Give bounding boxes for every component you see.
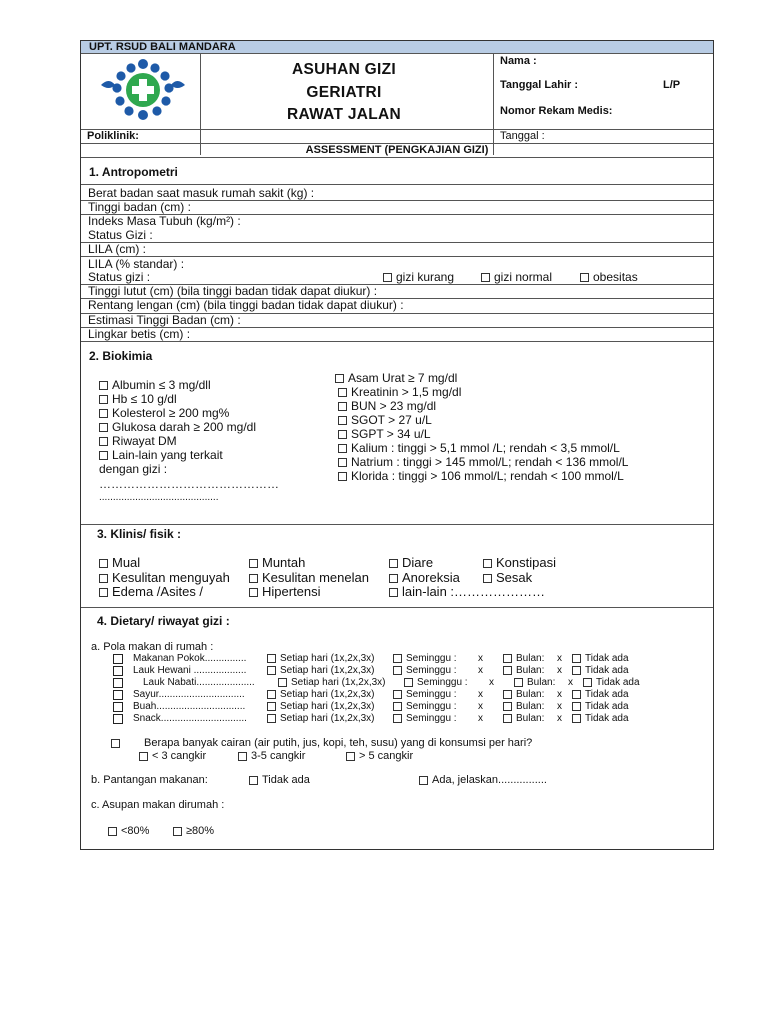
biokimia-left-item[interactable]: Albumin ≤ 3 mg/dll: [99, 378, 211, 392]
checkbox-icon: [338, 416, 347, 425]
frequency-option: x: [489, 677, 494, 688]
frequency-option: x: [478, 665, 483, 676]
antropometri-row: Tinggi badan (cm) :: [88, 200, 191, 214]
frequency-option[interactable]: Seminggu :: [404, 677, 468, 688]
checkbox-icon: [173, 827, 182, 836]
checkbox-icon: [393, 702, 402, 711]
frequency-option: x: [557, 701, 562, 712]
klinis-item[interactable]: Kesulitan menguyah: [99, 570, 230, 585]
frequency-option[interactable]: Bulan:: [514, 677, 555, 688]
checkbox-icon: [580, 273, 589, 282]
checkbox-icon: [99, 588, 108, 597]
food-row: [81, 701, 713, 713]
checkbox-icon: [346, 752, 355, 761]
frequency-option[interactable]: Tidak ada: [572, 653, 629, 664]
frequency-option[interactable]: Setiap hari (1x,2x,3x): [267, 713, 375, 724]
checkbox-icon[interactable]: [113, 690, 123, 700]
checkbox-icon: [503, 714, 512, 723]
biokimia-right-item[interactable]: SGPT > 34 u/L: [338, 427, 431, 441]
checkbox-icon: [267, 654, 276, 663]
biokimia-left-item[interactable]: Kolesterol ≥ 200 mg%: [99, 406, 229, 420]
checkbox-icon: [389, 588, 398, 597]
frequency-option: x: [478, 701, 483, 712]
food-label: Makanan Pokok...............: [133, 653, 247, 664]
antropometri-row: Rentang lengan (cm) (bila tinggi badan tidak dapat diukur) :: [88, 298, 404, 312]
frequency-option: x: [557, 653, 562, 664]
checkbox-icon: [572, 654, 581, 663]
biokimia-dots: ………………………………………: [99, 477, 279, 491]
antropometri-row: Berat badan saat masuk rumah sakit (kg) :: [88, 186, 315, 200]
frequency-option[interactable]: Setiap hari (1x,2x,3x): [267, 653, 375, 664]
checkbox-icon: [514, 678, 523, 687]
checkbox-icon: [249, 574, 258, 583]
checkbox-icon: [139, 752, 148, 761]
status-option-obesitas[interactable]: obesitas: [580, 270, 638, 284]
food-row: [81, 689, 713, 701]
klinis-item[interactable]: Sesak: [483, 570, 532, 585]
klinis-item[interactable]: Muntah: [249, 555, 305, 570]
dietary-heading: 4. Dietary/ riwayat gizi :: [97, 614, 230, 628]
checkbox-icon: [503, 690, 512, 699]
frequency-option[interactable]: Bulan:: [503, 665, 544, 676]
checkbox-icon: [404, 678, 413, 687]
checkbox-icon[interactable]: [113, 666, 123, 676]
checkbox-icon: [99, 423, 108, 432]
checkbox-icon: [572, 714, 581, 723]
antropometri-row: Status Gizi :: [88, 228, 153, 242]
frequency-option: x: [568, 677, 573, 688]
frequency-option[interactable]: Tidak ada: [583, 677, 640, 688]
pantangan-tidak-ada[interactable]: Tidak ada: [249, 774, 310, 786]
checkbox-icon: [249, 588, 258, 597]
biokimia-left-item[interactable]: Lain-lain yang terkait: [99, 448, 223, 462]
form-sheet: [80, 40, 714, 850]
poliklinik-label: Poliklinik:: [87, 130, 139, 142]
checkbox-icon: [238, 752, 247, 761]
biokimia-heading: 2. Biokimia: [89, 349, 153, 363]
frequency-option: x: [478, 689, 483, 700]
checkbox-icon: [249, 776, 258, 785]
pantangan-label: b. Pantangan makanan:: [91, 774, 208, 786]
klinis-item[interactable]: Diare: [389, 555, 433, 570]
checkbox-icon: [393, 654, 402, 663]
klinis-item[interactable]: Mual: [99, 555, 140, 570]
antropometri-row: Estimasi Tinggi Badan (cm) :: [88, 313, 241, 327]
checkbox-icon: [99, 559, 108, 568]
checkbox-icon: [503, 666, 512, 675]
frequency-option[interactable]: Seminggu :: [393, 689, 457, 700]
checkbox-icon: [393, 690, 402, 699]
frequency-option: x: [557, 713, 562, 724]
checkbox-icon: [99, 451, 108, 460]
checkbox-icon: [338, 444, 347, 453]
antropometri-row: LILA (cm) :: [88, 242, 147, 256]
checkbox-icon: [267, 714, 276, 723]
checkbox-icon: [338, 388, 347, 397]
checkbox-icon: [419, 776, 428, 785]
checkbox-icon: [99, 409, 108, 418]
frequency-option: x: [478, 653, 483, 664]
asupan-option[interactable]: ≥80%: [173, 825, 214, 837]
form-title-line2: GERIATRI: [306, 84, 382, 101]
status-gizi-label: Status gizi :: [88, 270, 151, 284]
asupan-label: c. Asupan makan dirumah :: [91, 799, 225, 811]
biokimia-right-item[interactable]: Kreatinin > 1,5 mg/dl: [338, 385, 461, 399]
checkbox-icon: [393, 714, 402, 723]
checkbox-icon: [393, 666, 402, 675]
checkbox-icon: [99, 437, 108, 446]
checkbox-icon: [111, 739, 120, 748]
frequency-option[interactable]: Tidak ada: [572, 689, 629, 700]
food-row: [81, 665, 713, 677]
frequency-option[interactable]: Tidak ada: [572, 701, 629, 712]
pola-makan-label: a. Pola makan di rumah :: [91, 641, 214, 653]
tanggal-lahir-label: Tanggal Lahir :: [500, 79, 579, 91]
checkbox-icon: [572, 690, 581, 699]
dengan-gizi-label: dengan gizi :: [99, 462, 168, 476]
form-title-line1: ASUHAN GIZI: [291, 61, 397, 78]
assessment-title: ASSESSMENT (PENGKAJIAN GIZI): [305, 144, 489, 156]
klinis-item[interactable]: Anoreksia: [389, 570, 460, 585]
checkbox-icon: [572, 702, 581, 711]
food-row: [81, 677, 713, 689]
asupan-option[interactable]: <80%: [108, 825, 149, 837]
antropometri-row: Indeks Masa Tubuh (kg/m²) :: [88, 214, 241, 228]
status-option-kurang[interactable]: gizi kurang: [383, 270, 454, 284]
checkbox-icon[interactable]: [113, 714, 123, 724]
frequency-option[interactable]: Bulan:: [503, 689, 544, 700]
biokimia-dots: ...........................................: [99, 492, 219, 503]
food-label: Snack...............................: [133, 713, 247, 724]
klinis-item[interactable]: Kesulitan menelan: [249, 570, 369, 585]
checkbox-icon: [338, 430, 347, 439]
checkbox-icon: [338, 402, 347, 411]
form-title-line3: RAWAT JALAN: [286, 106, 402, 123]
biokimia-right-item[interactable]: Klorida : tinggi > 106 mmol/L; rendah < 100 mmol/L: [338, 469, 624, 483]
frequency-option[interactable]: Tidak ada: [572, 713, 629, 724]
checkbox-icon: [338, 458, 347, 467]
klinis-item[interactable]: Edema /Asites /: [99, 584, 203, 599]
food-row: [81, 713, 713, 725]
biokimia-right-item[interactable]: Kalium : tinggi > 5,1 mmol /L; rendah < 3,5 mmol/L: [338, 441, 620, 455]
klinis-heading: 3. Klinis/ fisik :: [97, 527, 182, 541]
checkbox-icon[interactable]: [113, 702, 123, 712]
antropometri-row: Lingkar betis (cm) :: [88, 327, 191, 341]
checkbox-icon: [99, 395, 108, 404]
frequency-option[interactable]: Setiap hari (1x,2x,3x): [267, 665, 375, 676]
nama-label: Nama :: [500, 55, 537, 67]
klinis-item[interactable]: lain-lain :…………………: [389, 584, 545, 599]
rekam-medis-label: Nomor Rekam Medis:: [500, 105, 613, 117]
biokimia-right-item[interactable]: SGOT > 27 u/L: [338, 413, 432, 427]
tanggal-label: Tanggal :: [500, 130, 545, 142]
checkbox-icon: [481, 273, 490, 282]
frequency-option[interactable]: Setiap hari (1x,2x,3x): [278, 677, 386, 688]
pantangan-ada[interactable]: Ada, jelaskan................: [419, 774, 547, 786]
food-row: [81, 653, 713, 665]
lp-label: L/P: [663, 79, 681, 91]
checkbox-icon: [267, 666, 276, 675]
checkbox-icon: [503, 702, 512, 711]
biokimia-left-item[interactable]: Glukosa darah ≥ 200 mg/dl: [99, 420, 256, 434]
klinis-item[interactable]: Konstipasi: [483, 555, 556, 570]
frequency-option: x: [557, 665, 562, 676]
cairan-question: Berapa banyak cairan (air putih, jus, kopi, teh, susu) yang di konsumsi per hari?: [111, 737, 532, 749]
checkbox-icon: [278, 678, 287, 687]
hospital-logo-icon: [95, 55, 191, 129]
checkbox-icon: [389, 574, 398, 583]
food-label: Sayur...............................: [133, 689, 245, 700]
checkbox-icon: [583, 678, 592, 687]
checkbox-icon: [383, 273, 392, 282]
frequency-option[interactable]: Seminggu :: [393, 653, 457, 664]
checkbox-icon: [99, 381, 108, 390]
frequency-option[interactable]: Setiap hari (1x,2x,3x): [267, 689, 375, 700]
food-label: Lauk Nabati.....................: [143, 677, 255, 688]
antropometri-row: Tinggi lutut (cm) (bila tinggi badan tidak dapat diukur) :: [88, 284, 378, 298]
food-label: Lauk Hewani ...................: [133, 665, 247, 676]
checkbox-icon: [267, 702, 276, 711]
frequency-option: x: [557, 689, 562, 700]
checkbox-icon: [389, 559, 398, 568]
cairan-option[interactable]: < 3 cangkir: [139, 750, 206, 762]
checkbox-icon: [108, 827, 117, 836]
cairan-option[interactable]: 3-5 cangkir: [238, 750, 305, 762]
antropometri-heading: 1. Antropometri: [89, 165, 178, 179]
frequency-option[interactable]: Setiap hari (1x,2x,3x): [267, 701, 375, 712]
checkbox-icon: [99, 574, 108, 583]
checkbox-icon: [267, 690, 276, 699]
status-option-normal[interactable]: gizi normal: [481, 270, 552, 284]
frequency-option[interactable]: Bulan:: [503, 653, 544, 664]
cairan-option[interactable]: > 5 cangkir: [346, 750, 413, 762]
frequency-option[interactable]: Bulan:: [503, 713, 544, 724]
frequency-option[interactable]: Seminggu :: [393, 665, 457, 676]
biokimia-right-item[interactable]: Asam Urat ≥ 7 mg/dl: [335, 371, 457, 385]
checkbox-icon[interactable]: [113, 654, 123, 664]
biokimia-right-item[interactable]: BUN > 23 mg/dl: [338, 399, 436, 413]
frequency-option[interactable]: Seminggu :: [393, 713, 457, 724]
frequency-option[interactable]: Tidak ada: [572, 665, 629, 676]
checkbox-icon: [503, 654, 512, 663]
hospital-name: UPT. RSUD BALI MANDARA: [89, 41, 236, 53]
klinis-item[interactable]: Hipertensi: [249, 584, 321, 599]
frequency-option: x: [478, 713, 483, 724]
antropometri-row: LILA (% standar) :: [88, 257, 185, 271]
frequency-option[interactable]: Seminggu :: [393, 701, 457, 712]
checkbox-icon: [338, 472, 347, 481]
checkbox-icon: [483, 559, 492, 568]
food-label: Buah................................: [133, 701, 246, 712]
checkbox-icon: [483, 574, 492, 583]
checkbox-icon[interactable]: [113, 678, 123, 688]
checkbox-icon: [335, 374, 344, 383]
checkbox-icon: [249, 559, 258, 568]
biokimia-left-item[interactable]: Riwayat DM: [99, 434, 177, 448]
frequency-option[interactable]: Bulan:: [503, 701, 544, 712]
biokimia-right-item[interactable]: Natrium : tinggi > 145 mmol/L; rendah < 136 mmol/L: [338, 455, 628, 469]
biokimia-left-item[interactable]: Hb ≤ 10 g/dl: [99, 392, 177, 406]
checkbox-icon: [572, 666, 581, 675]
